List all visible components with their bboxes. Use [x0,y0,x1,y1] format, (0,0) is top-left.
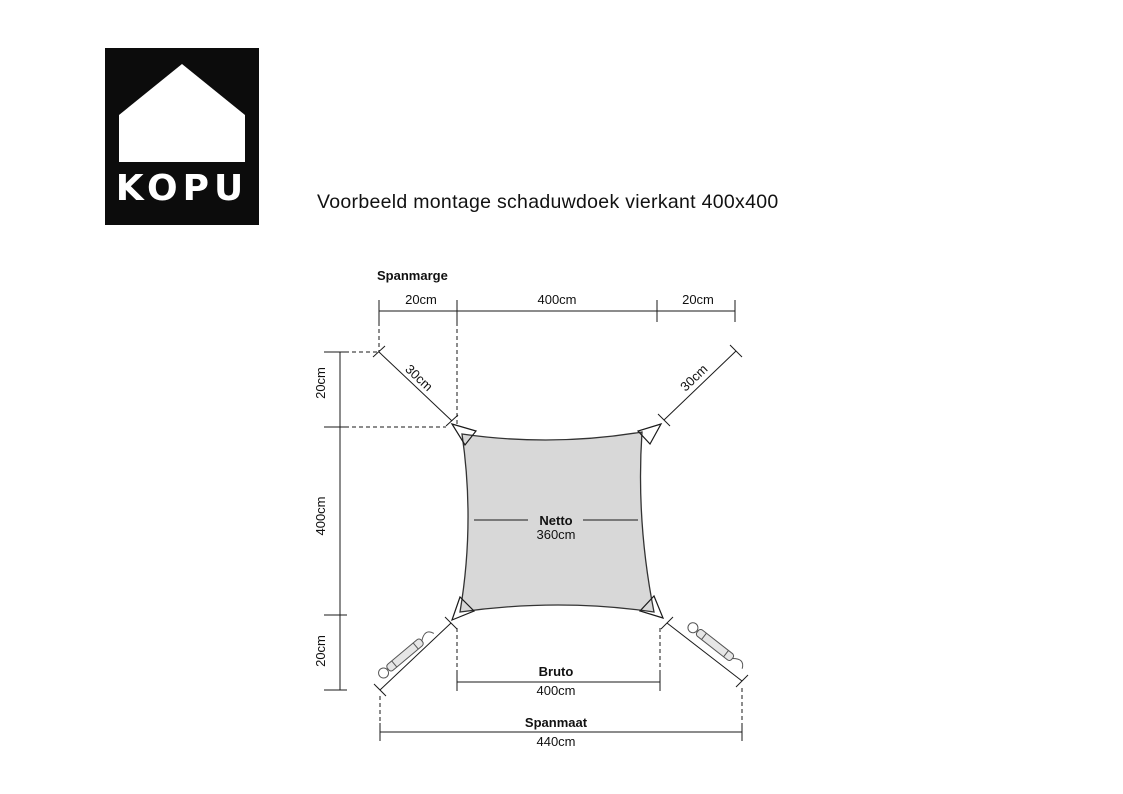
spanmaat-value: 440cm [536,734,576,749]
netto-label: Netto [539,513,573,528]
diag-top-left [379,352,452,421]
left-middle-label: 400cm [313,496,328,536]
left-bottom-label: 20cm [313,635,328,667]
bruto-value: 400cm [536,683,576,698]
diag-bottom-left [380,623,451,690]
left-top-label: 20cm [313,367,328,399]
page-title: Voorbeeld montage schaduwdoek vierkant 400x400 [317,191,779,213]
diag-top-left-label: 30cm [402,361,436,395]
netto-value: 360cm [536,527,576,542]
turnbuckle-icon [377,628,436,680]
top-right-margin-label: 20cm [682,292,714,307]
turnbuckle-icon [686,621,747,671]
top-left-margin-label: 20cm [405,292,437,307]
bruto-label: Bruto [538,664,574,679]
spanmarge-label: Spanmarge [377,268,448,283]
spanmaat-label: Spanmaat [524,715,588,730]
top-width-label: 400cm [537,292,577,307]
logo-brand-text: KOPU [115,168,249,209]
diag-top-right-label: 30cm [677,361,711,395]
